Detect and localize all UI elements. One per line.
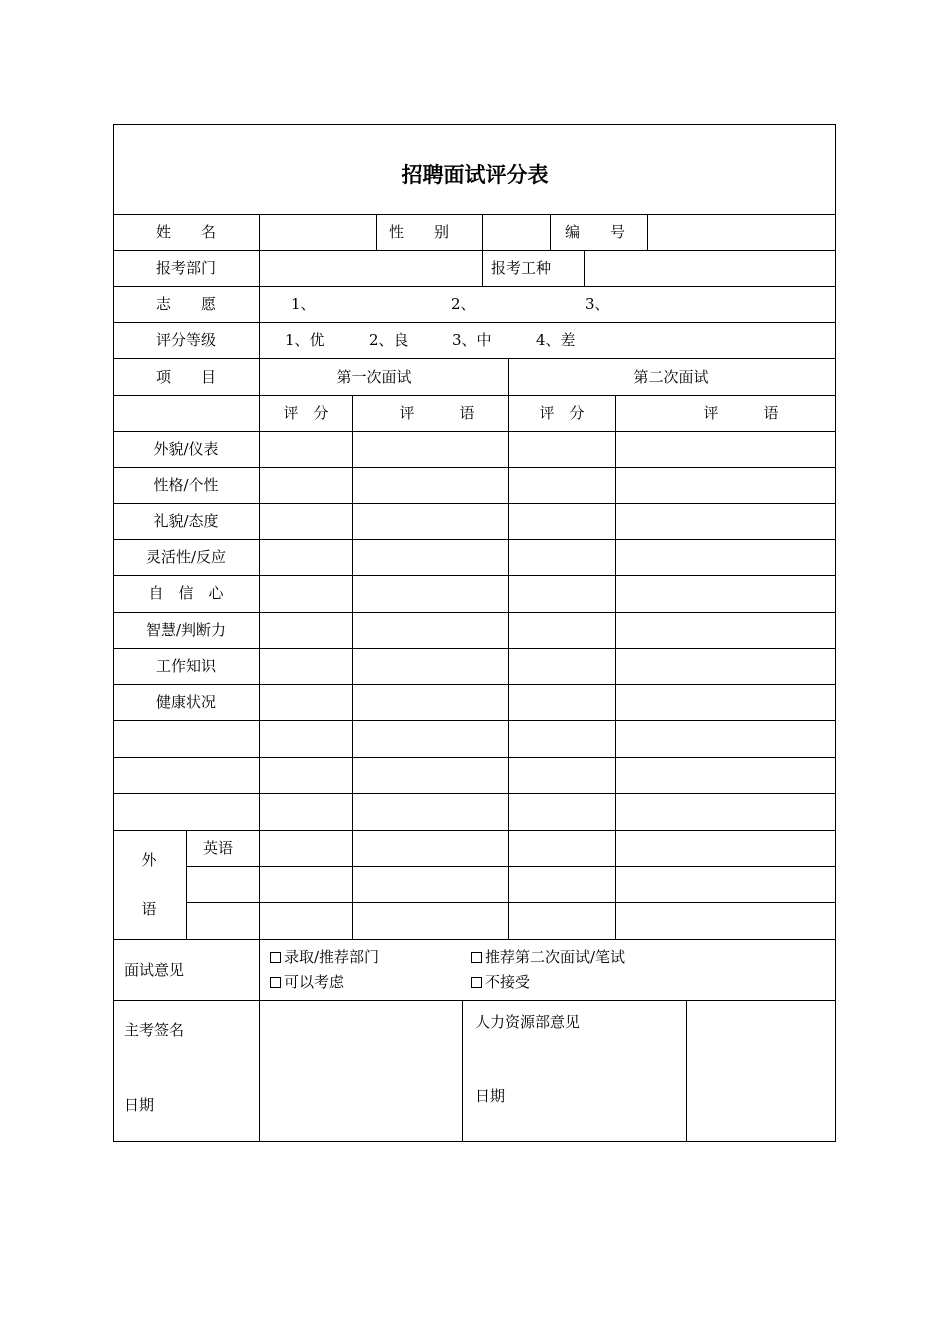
job-type-label: 报考工种 <box>491 259 552 277</box>
comment-header: 评 语 <box>399 404 475 422</box>
number-field[interactable] <box>648 215 835 250</box>
grade-option: 2、良 <box>369 331 409 349</box>
score-header: 评 分 <box>283 404 329 422</box>
wish-label: 志 愿 <box>155 295 217 313</box>
foreign-language-label: 语 <box>141 900 157 918</box>
department-label: 报考部门 <box>155 259 217 277</box>
row-divider <box>114 830 835 831</box>
column-divider <box>462 1000 463 1141</box>
grade-option: 1、优 <box>285 331 325 349</box>
number-label: 编 号 <box>565 223 626 241</box>
checkbox-icon[interactable] <box>270 952 281 963</box>
grade-option: 3、中 <box>452 331 492 349</box>
name-field[interactable] <box>260 215 376 250</box>
column-divider <box>376 214 377 250</box>
examiner-signature-area[interactable] <box>260 1001 462 1141</box>
second-interview-header: 第二次面试 <box>633 368 709 386</box>
grade-option: 4、差 <box>536 331 576 349</box>
column-divider <box>352 395 353 939</box>
row-divider <box>114 539 835 540</box>
item-row-label: 性格/个性 <box>153 476 219 494</box>
checkbox-icon[interactable] <box>270 977 281 988</box>
comment-header: 评 语 <box>703 404 779 422</box>
column-divider <box>186 830 187 939</box>
opinion-option-label: 推荐第二次面试/笔试 <box>485 948 626 966</box>
row-divider <box>114 648 835 649</box>
wish-option: 2、 <box>451 295 476 313</box>
hr-date-label: 日期 <box>475 1087 506 1105</box>
row-divider <box>114 358 835 359</box>
examiner-signature-label: 主考签名 <box>124 1021 185 1039</box>
date-label: 日期 <box>124 1096 155 1114</box>
row-divider <box>186 866 835 867</box>
opinion-option-consider[interactable] <box>270 973 344 991</box>
row-divider <box>114 503 835 504</box>
checkbox-icon[interactable] <box>471 952 482 963</box>
row-divider <box>114 684 835 685</box>
item-label: 项 目 <box>155 368 217 386</box>
opinion-option-second-interview[interactable] <box>471 948 625 966</box>
opinion-option-label: 不接受 <box>485 973 531 991</box>
opinion-option-hire[interactable] <box>270 948 379 966</box>
item-row-label: 礼貌/态度 <box>153 512 219 530</box>
row-divider <box>114 286 835 287</box>
job-type-field[interactable] <box>585 251 835 286</box>
item-row-label: 自 信 心 <box>148 584 224 602</box>
item-row-label: 外貌/仪表 <box>153 440 219 458</box>
english-label: 英语 <box>202 839 234 857</box>
item-row-label: 健康状况 <box>155 693 217 711</box>
opinion-option-label: 录取/推荐部门 <box>284 948 380 966</box>
score-header: 评 分 <box>539 404 585 422</box>
interview-score-form <box>113 124 836 1142</box>
row-divider <box>114 431 835 432</box>
row-divider <box>114 612 835 613</box>
column-divider <box>550 214 551 250</box>
column-divider <box>508 358 509 939</box>
opinion-label: 面试意见 <box>124 961 185 979</box>
row-divider <box>114 793 835 794</box>
hr-opinion-label: 人力资源部意见 <box>475 1013 581 1031</box>
hr-opinion-area[interactable] <box>687 1001 835 1141</box>
form-title: 招聘面试评分表 <box>401 163 549 187</box>
item-row-label: 灵活性/反应 <box>145 548 227 566</box>
column-divider <box>615 395 616 939</box>
row-divider <box>114 395 835 396</box>
gender-field[interactable] <box>483 215 550 250</box>
item-row-label: 智慧/判断力 <box>145 621 227 639</box>
department-field[interactable] <box>260 251 482 286</box>
checkbox-icon[interactable] <box>471 977 482 988</box>
row-divider <box>114 575 835 576</box>
wish-option: 3、 <box>585 295 610 313</box>
name-label: 姓 名 <box>155 223 217 241</box>
row-divider <box>114 467 835 468</box>
row-divider <box>114 757 835 758</box>
row-divider <box>114 939 835 940</box>
opinion-option-reject[interactable] <box>471 973 530 991</box>
grade-label: 评分等级 <box>155 331 217 349</box>
gender-label: 性 别 <box>389 223 450 241</box>
wish-option: 1、 <box>291 295 316 313</box>
foreign-language-label: 外 <box>141 851 157 869</box>
row-divider <box>114 720 835 721</box>
opinion-option-label: 可以考虑 <box>284 973 345 991</box>
row-divider <box>186 902 835 903</box>
row-divider <box>114 322 835 323</box>
item-row-label: 工作知识 <box>155 657 217 675</box>
first-interview-header: 第一次面试 <box>336 368 412 386</box>
